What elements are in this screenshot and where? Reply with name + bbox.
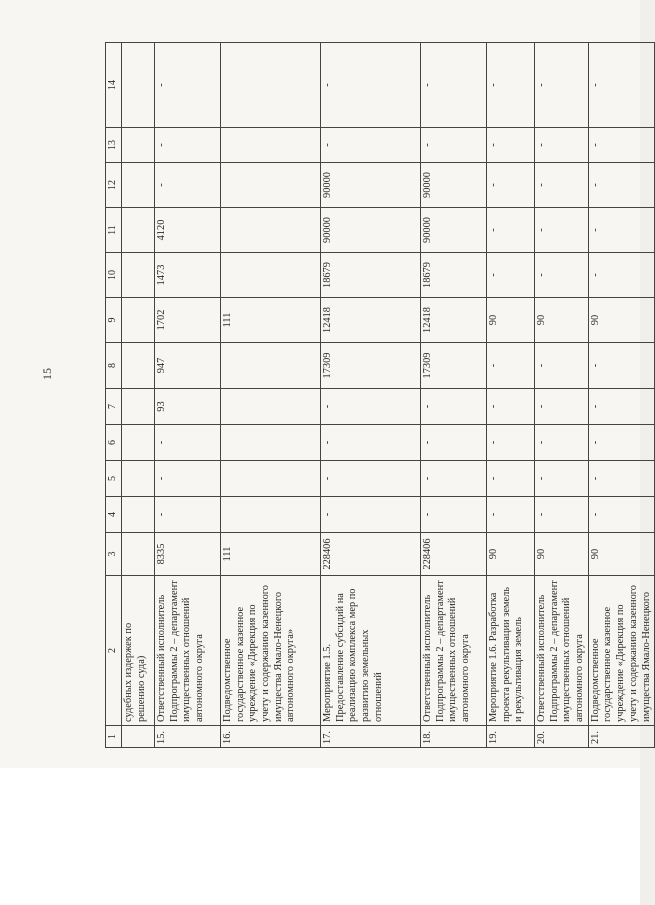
value-cell: - (535, 389, 589, 425)
value-cell: 90000 (321, 208, 421, 253)
value-cell: - (588, 497, 654, 533)
table-row (122, 43, 155, 748)
value-cell: - (588, 208, 654, 253)
value-cell (221, 43, 321, 128)
value-cell: - (535, 461, 589, 497)
table-body (122, 43, 655, 748)
value-cell: - (421, 43, 487, 128)
row-label-cell: Подведомственное государственное казенное учреждение «Дирекция по учету и содержанию казенного имущества Ямало-Ненецкого автономного округа» (221, 576, 321, 726)
value-cell: - (487, 425, 535, 461)
value-cell: 90000 (421, 163, 487, 208)
column-header-10: 10 (106, 253, 122, 298)
value-cell: - (321, 461, 421, 497)
row-index-cell: 19. (487, 726, 535, 748)
value-cell: - (321, 43, 421, 128)
row-label-cell: Ответственный исполнитель Подпрограммы 2 – департамент имущественных отношений автономного округа (155, 576, 221, 726)
row-index-cell: 20. (535, 726, 589, 748)
value-cell: 90 (588, 298, 654, 343)
value-cell: - (155, 128, 221, 163)
column-header-3: 3 (106, 533, 122, 576)
row-label-cell: Подведомственное государственное казенное учреждение «Дирекция по учету и содержанию казенного имущества Ямало-Ненецкого (588, 576, 654, 726)
row-index-cell: 18. (421, 726, 487, 748)
value-cell: - (535, 163, 589, 208)
column-header-8: 8 (106, 343, 122, 389)
column-header-11: 11 (106, 208, 122, 253)
column-header-2: 2 (106, 576, 122, 726)
value-cell (122, 425, 155, 461)
value-cell: - (535, 43, 589, 128)
value-cell: - (588, 163, 654, 208)
value-cell: 90000 (321, 163, 421, 208)
value-cell: - (321, 425, 421, 461)
value-cell: 17309 (321, 343, 421, 389)
row-index-cell: 16. (221, 726, 321, 748)
value-cell (122, 389, 155, 425)
value-cell: 8335 (155, 533, 221, 576)
column-header-14: 14 (106, 43, 122, 128)
row-index-cell: 15. (155, 726, 221, 748)
value-cell: - (487, 461, 535, 497)
header-row (106, 43, 122, 748)
value-cell: 17309 (421, 343, 487, 389)
column-header-13: 13 (106, 128, 122, 163)
value-cell: 111 (221, 298, 321, 343)
value-cell: - (155, 425, 221, 461)
value-cell (221, 163, 321, 208)
value-cell: - (487, 343, 535, 389)
value-cell (221, 128, 321, 163)
value-cell: - (487, 253, 535, 298)
value-cell: - (321, 128, 421, 163)
column-header-5: 5 (106, 461, 122, 497)
value-cell: - (421, 497, 487, 533)
value-cell: 947 (155, 343, 221, 389)
value-cell (221, 389, 321, 425)
value-cell (221, 497, 321, 533)
value-cell: - (535, 253, 589, 298)
value-cell: - (535, 128, 589, 163)
value-cell: 90 (535, 533, 589, 576)
row-index-cell (122, 726, 155, 748)
data-table (105, 42, 655, 748)
row-index-cell: 21. (588, 726, 654, 748)
value-cell: - (155, 461, 221, 497)
row-label-cell: Мероприятие 1.6. Разработка проекта рекультивации земель и рекультивация земель (487, 576, 535, 726)
value-cell: - (487, 163, 535, 208)
row-index-cell: 17. (321, 726, 421, 748)
value-cell: - (421, 425, 487, 461)
table-row (221, 43, 321, 748)
value-cell: - (487, 389, 535, 425)
row-label-cell: Ответственный исполнитель Подпрограммы 2 – департамент имущественных отношений автономного округа (421, 576, 487, 726)
value-cell: 12418 (321, 298, 421, 343)
value-cell: 90 (588, 533, 654, 576)
value-cell (221, 425, 321, 461)
column-header-9: 9 (106, 298, 122, 343)
value-cell: - (535, 343, 589, 389)
value-cell: 111 (221, 533, 321, 576)
value-cell: 12418 (421, 298, 487, 343)
page-bottom-margin (0, 768, 640, 905)
column-header-7: 7 (106, 389, 122, 425)
table-row (321, 43, 421, 748)
value-cell: 18679 (421, 253, 487, 298)
value-cell: 90000 (421, 208, 487, 253)
table-row (588, 43, 654, 748)
value-cell: 228406 (321, 533, 421, 576)
value-cell: 1702 (155, 298, 221, 343)
value-cell (122, 163, 155, 208)
column-header-4: 4 (106, 497, 122, 533)
column-header-6: 6 (106, 425, 122, 461)
column-header-1: 1 (106, 726, 122, 748)
value-cell: - (588, 253, 654, 298)
value-cell: - (487, 208, 535, 253)
table-container (105, 43, 652, 748)
value-cell: 93 (155, 389, 221, 425)
value-cell (122, 343, 155, 389)
value-cell: - (155, 163, 221, 208)
page-number: 15 (40, 368, 54, 380)
table-row (155, 43, 221, 748)
value-cell: 90 (535, 298, 589, 343)
value-cell: - (321, 497, 421, 533)
value-cell (122, 128, 155, 163)
value-cell: - (421, 389, 487, 425)
table-row (421, 43, 487, 748)
column-header-12: 12 (106, 163, 122, 208)
row-label-cell: судебных издержек по решению суда) (122, 576, 155, 726)
value-cell (221, 461, 321, 497)
value-cell: - (588, 43, 654, 128)
value-cell (122, 43, 155, 128)
value-cell: 90 (487, 298, 535, 343)
value-cell (221, 208, 321, 253)
value-cell: 18679 (321, 253, 421, 298)
row-label-cell: Мероприятие 1.5. Предоставление субсидий на реализацию комплекса мер по развитию земельных отношений (321, 576, 421, 726)
value-cell (122, 533, 155, 576)
value-cell (221, 343, 321, 389)
value-cell: - (421, 461, 487, 497)
value-cell: 228406 (421, 533, 487, 576)
value-cell (221, 253, 321, 298)
value-cell: - (155, 43, 221, 128)
value-cell: - (535, 425, 589, 461)
value-cell (122, 298, 155, 343)
value-cell: - (535, 497, 589, 533)
value-cell: - (588, 425, 654, 461)
value-cell (122, 253, 155, 298)
value-cell: - (487, 497, 535, 533)
value-cell: - (421, 128, 487, 163)
value-cell: - (487, 128, 535, 163)
value-cell: - (535, 208, 589, 253)
table-row (535, 43, 589, 748)
value-cell: - (487, 43, 535, 128)
table-row (487, 43, 535, 748)
value-cell: 1473 (155, 253, 221, 298)
value-cell (122, 497, 155, 533)
value-cell (122, 461, 155, 497)
value-cell: - (588, 389, 654, 425)
value-cell: 90 (487, 533, 535, 576)
value-cell: - (588, 343, 654, 389)
value-cell: 4120 (155, 208, 221, 253)
value-cell (122, 208, 155, 253)
value-cell: - (321, 389, 421, 425)
row-label-cell: Ответственный исполнитель Подпрограммы 2 – департамент имущественных отношений автономного округа (535, 576, 589, 726)
value-cell: - (588, 461, 654, 497)
value-cell: - (155, 497, 221, 533)
value-cell: - (588, 128, 654, 163)
